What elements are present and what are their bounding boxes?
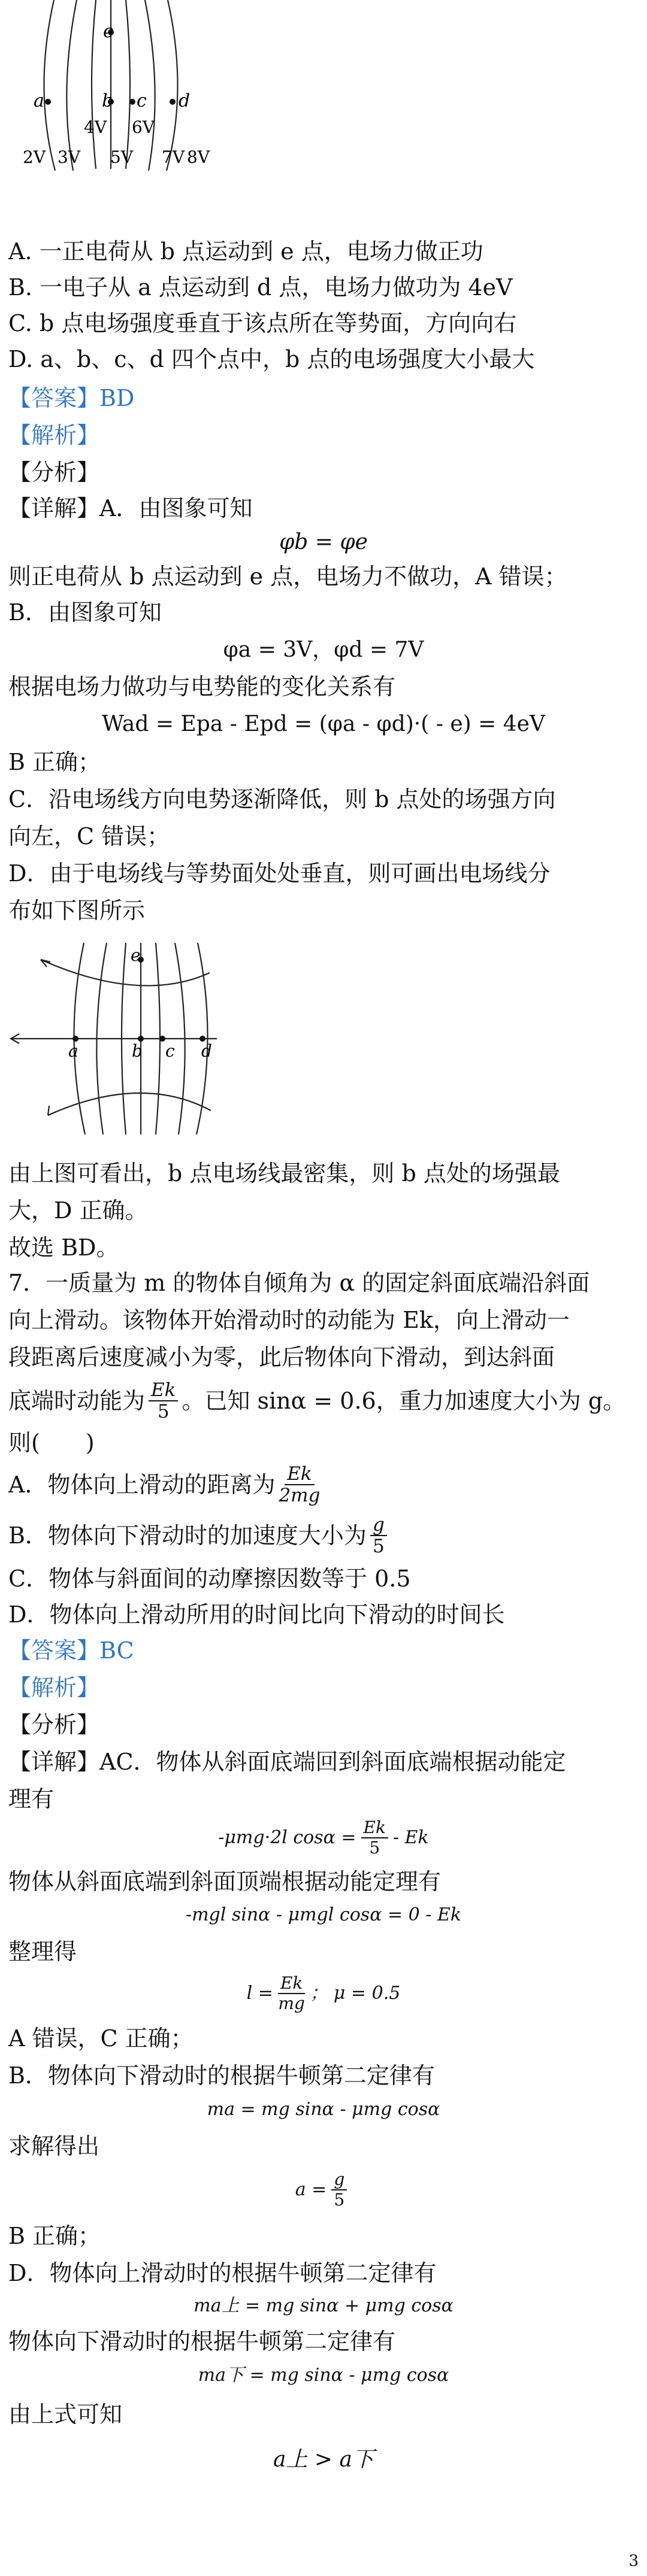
q7-stem-4-post: 。已知 sinα = 0.6，重力加速度大小为 g。 xyxy=(182,1388,626,1414)
q6-text-4: 根据电场力做功与电势能的变化关系有 xyxy=(8,673,396,700)
fig2-label-b: b xyxy=(132,1041,143,1061)
q7-analysis-head: 【解析】 xyxy=(8,1674,100,1701)
q6-text-9: 故选 BD。 xyxy=(8,1234,119,1261)
fraction-ek-over-5 xyxy=(149,1380,178,1422)
q7-detail-2: 理有 xyxy=(8,1786,55,1812)
q7-eq-1-right: - Ek xyxy=(392,1827,429,1848)
q7-eq-3 xyxy=(0,1970,647,2017)
q7-text-9: 物体向下滑动时的根据牛顿第二定律有 xyxy=(8,2328,396,2354)
q7-eq-5 xyxy=(0,2166,647,2214)
q6-option-d: D. a、b、c、d 四个点中，b 点的电场强度大小最大 xyxy=(8,346,535,372)
q7-eq-2: -mgl sinα - μmgl cosα = 0 - Ek xyxy=(185,1904,462,1925)
potential-7v: 7V xyxy=(162,147,185,167)
fraction-numerator: Ek xyxy=(149,1380,178,1401)
q6-analysis-head: 【解析】 xyxy=(8,422,100,448)
label-d: d xyxy=(179,90,191,111)
q6-text-8a: 由上图可看出，b 点电场线最密集，则 b 点处的场强最 xyxy=(8,1160,560,1187)
potential-2v: 2V xyxy=(23,147,46,167)
fraction-g-over-5 xyxy=(331,2170,347,2210)
label-a: a xyxy=(34,90,44,111)
q7-stem-2: 向上滑动。该物体开始滑动时的动能为 Ek，向上滑动一 xyxy=(8,1307,570,1333)
q7-eq-1-left: -μmg·2l cosα = xyxy=(218,1827,356,1848)
q6-text-6b: 向左，C 错误； xyxy=(8,823,170,849)
answer-tag: 【答案】BD xyxy=(8,385,135,411)
q6-detail-1: 【详解】A．由图象可知 xyxy=(8,495,253,521)
label-b: b xyxy=(102,90,114,111)
fraction-ek-over-2mg xyxy=(279,1464,320,1506)
fraction-denominator: 5 xyxy=(373,1536,385,1557)
fraction-denominator: 2mg xyxy=(279,1485,321,1506)
q7-stem-1: 7．一质量为 m 的物体自倾角为 α 的固定斜面底端沿斜面 xyxy=(8,1270,590,1296)
fraction-numerator: g xyxy=(331,2170,347,2190)
fraction-denominator: 5 xyxy=(369,1838,380,1858)
fraction-numerator: Ek xyxy=(278,1974,305,1994)
potential-4v: 4V xyxy=(84,117,107,137)
potential-8v: 8V xyxy=(187,147,210,167)
q7-option-b xyxy=(8,1512,391,1559)
label-c: c xyxy=(137,90,147,111)
q7-option-b-text: B．物体向下滑动时的加速度大小为 xyxy=(8,1522,367,1549)
equipotential-figure xyxy=(6,0,210,180)
q7-option-a-text: A．物体向上滑动的距离为 xyxy=(8,1471,276,1498)
fraction-denominator: 5 xyxy=(157,1401,170,1422)
q6-option-c: C. b 点电场强度垂直于该点所在等势面，方向向右 xyxy=(8,310,517,336)
q7-option-a xyxy=(8,1461,324,1509)
q7-text-7: B 正确； xyxy=(8,2223,101,2249)
fraction-ek-over-5 xyxy=(361,1818,388,1858)
q7-text-2: 物体从斜面底端到斜面顶端根据动能定理有 xyxy=(8,1868,442,1895)
q7-fenxi: 【分析】 xyxy=(8,1712,100,1738)
q7-stem-4-pre: 底端时动能为 xyxy=(8,1388,146,1414)
q7-stem-3: 段距离后速度减小为零，此后物体向下滑动，到达斜面 xyxy=(8,1344,555,1370)
label-e: e xyxy=(103,21,114,42)
q7-stem-5: 则( ) xyxy=(8,1430,95,1456)
potential-6v: 6V xyxy=(132,117,155,137)
q7-text-10: 由上式可知 xyxy=(8,2401,123,2428)
q7-eq-1 xyxy=(0,1814,647,1862)
q7-eq-6: ma上 = mg sinα + μmg cosα xyxy=(194,2295,453,2316)
q7-eq-4: ma = mg sinα - μmg cosα xyxy=(207,2099,440,2120)
q6-answer xyxy=(8,383,134,413)
q6-option-a: A. 一正电荷从 b 点运动到 e 点，电场力做正功 xyxy=(8,238,483,265)
q6-text-2: 则正电荷从 b 点运动到 e 点，电场力不做功，A 错误； xyxy=(8,563,567,590)
fraction-denominator: mg xyxy=(278,1994,305,2013)
q7-detail-1: 【详解】AC．物体从斜面底端回到斜面底端根据动能定 xyxy=(8,1749,566,1775)
q7-eq-5-left: a = xyxy=(295,2179,327,2200)
q6-eq-3: Wad = Epa - Epd = (φa - φd)·( - e) = 4eV xyxy=(102,712,545,736)
q7-text-6: 求解得出 xyxy=(8,2133,100,2159)
q6-eq-1: φb = φe xyxy=(279,530,368,554)
fig2-label-a: a xyxy=(68,1041,78,1061)
q7-stem-4 xyxy=(8,1377,625,1425)
answer-tag: 【答案】BC xyxy=(8,1637,134,1664)
q6-fenxi: 【分析】 xyxy=(8,459,100,486)
q6-text-3: B．由图象可知 xyxy=(8,599,162,626)
fig2-label-d: d xyxy=(201,1041,212,1061)
q6-eq-2: φa = 3V，φd = 7V xyxy=(223,638,424,662)
q6-text-5: B 正确； xyxy=(8,749,101,775)
fraction-denominator: 5 xyxy=(334,2190,345,2210)
q6-text-8b: 大，D 正确。 xyxy=(8,1197,148,1224)
fraction-numerator: Ek xyxy=(361,1818,388,1838)
q6-text-6a: C．沿电场线方向电势逐渐降低，则 b 点处的场强方向 xyxy=(8,786,556,812)
q7-eq-3-left: l = xyxy=(246,1983,273,2004)
fig2-label-c: c xyxy=(165,1041,175,1061)
fraction-ek-over-mg xyxy=(278,1974,305,2013)
fraction-g-over-5 xyxy=(370,1515,387,1556)
q7-option-d: D．物体向上滑动所用的时间比向下滑动的时间长 xyxy=(8,1601,505,1628)
potential-3v: 3V xyxy=(58,147,81,167)
q7-text-4: A 错误，C 正确； xyxy=(8,2025,194,2052)
fraction-numerator: g xyxy=(370,1515,387,1536)
fraction-numerator: Ek xyxy=(285,1464,314,1485)
q7-option-c: C．物体与斜面间的动摩擦因数等于 0.5 xyxy=(8,1565,411,1592)
q7-answer xyxy=(8,1636,134,1665)
q7-eq-3-right: ； μ = 0.5 xyxy=(310,1983,401,2004)
q7-text-5: B．物体向下滑动时的根据牛顿第二定律有 xyxy=(8,2062,435,2089)
q7-eq-8: a上 > a下 xyxy=(273,2447,374,2472)
q6-text-7a: D．由于电场线与等势面处处垂直，则可画出电场线分 xyxy=(8,860,551,887)
fig2-label-e: e xyxy=(131,945,141,965)
q7-text-8: D．物体向上滑动时的根据牛顿第二定律有 xyxy=(8,2260,437,2286)
page-number: 3 xyxy=(628,2552,639,2570)
q6-text-7b: 布如下图所示 xyxy=(8,897,146,924)
q7-eq-7: ma下 = mg sinα - μmg cosα xyxy=(198,2365,449,2386)
field-line-figure xyxy=(6,937,222,1140)
potential-5v: 5V xyxy=(110,147,134,167)
q7-text-3: 整理得 xyxy=(8,1938,77,1965)
q6-option-b: B. 一电子从 a 点运动到 d 点，电场力做功为 4eV xyxy=(8,274,513,301)
